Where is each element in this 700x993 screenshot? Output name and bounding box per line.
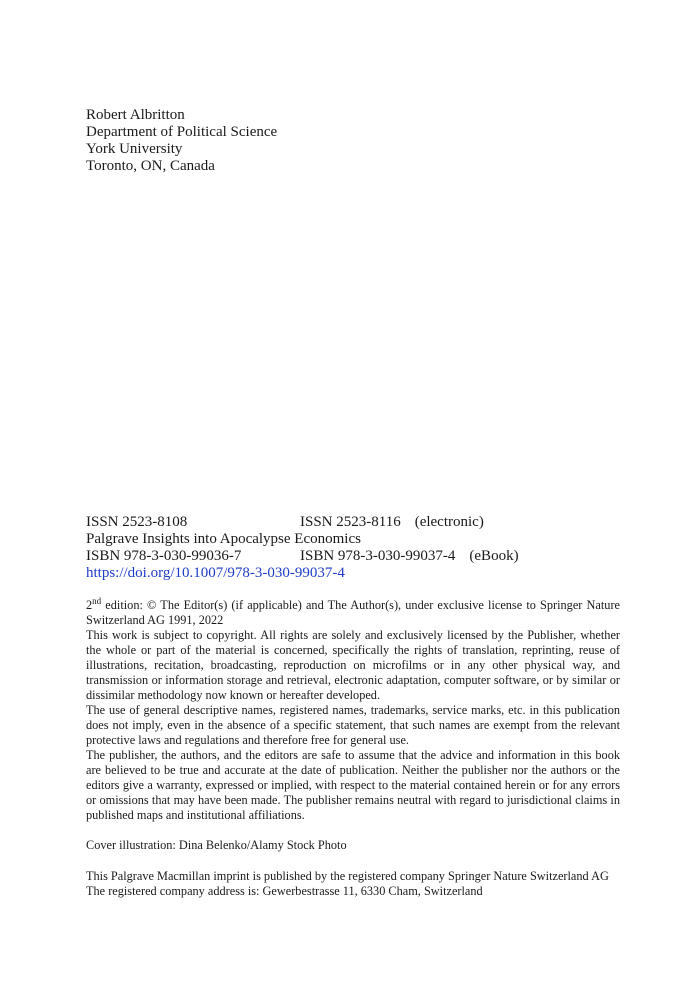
issn-row — [86, 514, 620, 531]
imprint-statement: This Palgrave Macmillan imprint is published by the registered company Springer Nature Switzerland AG — [86, 869, 609, 883]
legal-notice — [86, 598, 620, 823]
imprint-block — [86, 869, 620, 899]
disclaimer-paragraph: The publisher, the authors, and the editors are safe to assume that the advice and information in this book are believed to be true and accurate at the date of publication. Neither the publisher nor the authors or the editors give a warranty, expressed or implied, with respect to the material contained herein or for any errors or omissions that may have been made. The publisher remains neutral with regard to jurisdictional claims in published maps and institutional affiliations. — [86, 748, 620, 822]
author-name: Robert Albritton — [86, 107, 185, 123]
doi-link[interactable]: https://doi.org/10.1007/978-3-030-99037-4 — [86, 565, 345, 581]
issn-electronic-group — [300, 514, 484, 531]
cover-illustration-credit: Cover illustration: Dina Belenko/Alamy Stock Photo — [86, 838, 347, 852]
imprint-address: The registered company address is: Gewerbestrasse 11, 6330 Cham, Switzerland — [86, 884, 483, 898]
edition-superscript: nd — [92, 596, 102, 606]
isbn-ebook: ISBN 978-3-030-99037-4 — [300, 548, 456, 564]
isbn-ebook-group — [300, 548, 519, 565]
trademark-paragraph: The use of general descriptive names, registered names, trademarks, service marks, etc. in this publication does not imply, even in the absence of a specific statement, that such names are exempt from the relevant protective laws and regulations and therefore free for general use. — [86, 703, 620, 747]
isbn-print: ISBN 978-3-030-99036-7 — [86, 548, 242, 564]
author-location: Toronto, ON, Canada — [86, 158, 215, 174]
bibliographic-block — [86, 514, 620, 582]
copyright-paragraph: This work is subject to copyright. All rights are solely and exclusively licensed by the Publisher, whether the whole or part of the material is concerned, specifically the rights of translation, reprinting, reuse of illustrations, recitation, broadcasting, reproduction on microfilms or in any other physical way, and transmission or information storage and retrieval, electronic adaptation, computer software, or by similar or dissimilar methodology now known or hereafter developed. — [86, 628, 620, 702]
edition-number: 2 — [86, 598, 93, 612]
author-address-block — [86, 107, 277, 175]
series-title: Palgrave Insights into Apocalypse Economics — [86, 531, 361, 547]
isbn-row — [86, 548, 620, 565]
author-department: Department of Political Science — [86, 124, 278, 140]
edition-text: edition: © The Editor(s) (if applicable) and The Author(s), under exclusive license to Springer Nature Switzerland AG 1991, 2022 — [86, 598, 620, 627]
doi-row — [86, 565, 620, 582]
author-university: York University — [86, 141, 183, 157]
issn-print: ISSN 2523-8108 — [86, 514, 188, 530]
edition-statement — [86, 598, 620, 628]
issn-electronic-note: (electronic) — [414, 514, 484, 530]
issn-electronic: ISSN 2523-8116 — [300, 514, 401, 530]
isbn-ebook-note: (eBook) — [469, 548, 519, 564]
